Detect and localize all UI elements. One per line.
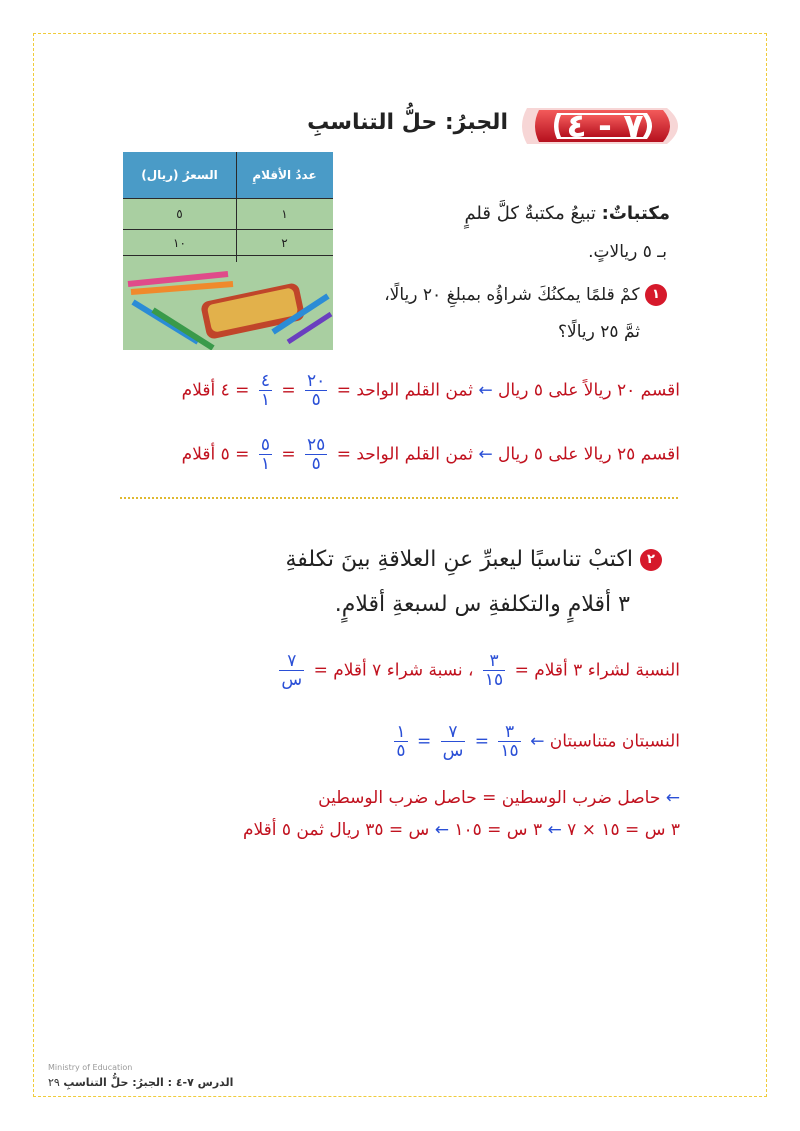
- fraction-numerator: ١: [396, 722, 406, 742]
- answer-result: = ٥ أقلام: [181, 444, 250, 465]
- fraction: [279, 652, 304, 689]
- fraction-numerator: ٧: [441, 723, 466, 742]
- question-1-line2: ثمَّ ٢٥ ريالًا؟: [558, 322, 640, 342]
- fraction-numerator: ٢٠: [307, 371, 326, 391]
- section-divider: [120, 497, 678, 499]
- answer-text: ، نسبة شراء ٧ أقلام =: [313, 660, 474, 681]
- table-rule: [123, 229, 333, 230]
- equals: =: [281, 444, 296, 465]
- fraction-denominator: ١٥: [484, 670, 504, 690]
- fraction-numerator: ٣: [483, 652, 505, 671]
- question-number-badge: ١: [645, 284, 667, 306]
- table-cell-price: ١٠: [173, 236, 186, 250]
- fraction: [498, 723, 520, 760]
- answer-text: ثمن القلم الواحد =: [336, 380, 473, 401]
- question-2-line2: ٣ أقلامٍ والتكلفةِ س لسبعةِ أقلامٍ.: [334, 592, 630, 617]
- table-header-count: عددُ الأقلامِ: [252, 168, 317, 182]
- intro-label: مكتباتٌ:: [601, 203, 670, 224]
- fraction-denominator: ١٥: [500, 741, 519, 761]
- page-number: ٢٩: [48, 1076, 60, 1089]
- equals: =: [474, 731, 490, 752]
- fraction-numerator: ٣: [498, 723, 520, 742]
- answer-1-line-2: [182, 436, 680, 473]
- fraction-denominator: ٥: [311, 390, 321, 410]
- answer-2-cross: [318, 788, 680, 808]
- fraction-numerator: ٧: [279, 652, 304, 671]
- lesson-number: ٧ - ٤: [566, 106, 644, 145]
- fraction: [259, 436, 272, 473]
- answer-2-proportion: [390, 723, 680, 760]
- question-2-line1: اكتبْ تناسبًا ليعبرِّ عنِ العلاقةِ بينَ تكلفةِ: [285, 547, 633, 572]
- fraction-numerator: ٥: [260, 435, 270, 455]
- equals: =: [416, 731, 432, 752]
- fraction-denominator: ٥: [311, 454, 321, 474]
- question-1: [384, 284, 667, 306]
- question-1-line1: كمْ قلمًا يمكنُكَ شراؤُه بمبلغِ ٢٠ ريالًا،: [384, 285, 640, 305]
- arrow-icon: ←: [478, 444, 493, 465]
- table-cell-price: ٥: [176, 207, 183, 221]
- fraction-denominator: ١: [260, 454, 270, 474]
- fraction-denominator: ٥: [396, 741, 406, 761]
- problem-intro: [464, 203, 670, 224]
- problem-intro-line2: بـ ٥ ريالاتٍ.: [588, 242, 667, 262]
- table-cell-count: ٢: [281, 236, 288, 250]
- fraction: [305, 372, 327, 409]
- equals: =: [281, 380, 296, 401]
- fraction-denominator: س: [281, 670, 303, 690]
- answer-1-line-1: [182, 372, 680, 409]
- footer-text: الدرس ٧-٤ : الجبرُ: حلُّ التناسبِ: [63, 1076, 234, 1089]
- arrow-icon: ←: [665, 788, 680, 808]
- answer-text: اقسم ٢٠ ريالاً على ٥ ريال: [498, 380, 680, 401]
- fraction: [259, 372, 272, 409]
- answer-result: = ٤ أقلام: [181, 380, 250, 401]
- table-rule: [123, 198, 333, 199]
- arrow-icon: ←: [478, 380, 493, 401]
- table-cell-count: ١: [281, 207, 288, 221]
- answer-text: س = ٣٥ ريال ثمن ٥ أقلام: [242, 820, 430, 840]
- footer-watermark: Ministry of Education: [48, 1063, 133, 1072]
- fraction-denominator: ١: [260, 390, 270, 410]
- question-2: [286, 547, 663, 572]
- answer-text: النسبتان متناسبتان: [549, 731, 680, 752]
- fraction-denominator: س: [442, 741, 464, 761]
- intro-text: تبيعُ مكتبةٌ كلَّ قلمٍ: [464, 203, 596, 224]
- fraction: [483, 652, 505, 689]
- answer-text: اقسم ٢٥ ريالا على ٥ ريال: [498, 444, 680, 465]
- arrow-icon: ←: [547, 820, 562, 840]
- answer-text: النسبة لشراء ٣ أقلام =: [514, 660, 680, 681]
- table-rule: [123, 255, 333, 256]
- pencils-image: [123, 262, 333, 350]
- page-title: الجبرُ: حلُّ التناسبِ: [307, 110, 508, 135]
- answer-2-solve: [243, 820, 680, 840]
- fraction: [441, 723, 466, 760]
- answer-text: حاصل ضرب الوسطين = حاصل ضرب الوسطين: [318, 788, 661, 808]
- question-number-badge: ٢: [640, 549, 662, 571]
- fraction: [394, 723, 407, 760]
- table-header-price: السعرُ (ريال): [141, 168, 218, 182]
- arrow-icon: ←: [434, 820, 449, 840]
- fraction: [305, 436, 327, 473]
- answer-text: ٣ س = ١٠٥: [454, 820, 543, 840]
- answer-2-ratios: [275, 652, 680, 689]
- fraction-numerator: ٤: [260, 371, 270, 391]
- answer-text: ثمن القلم الواحد =: [336, 444, 473, 465]
- fraction-numerator: ٢٥: [307, 435, 326, 455]
- answer-text: ٣ س = ١٥ × ٧: [567, 820, 680, 840]
- footer: [48, 1076, 233, 1089]
- arrow-icon: ←: [530, 731, 545, 752]
